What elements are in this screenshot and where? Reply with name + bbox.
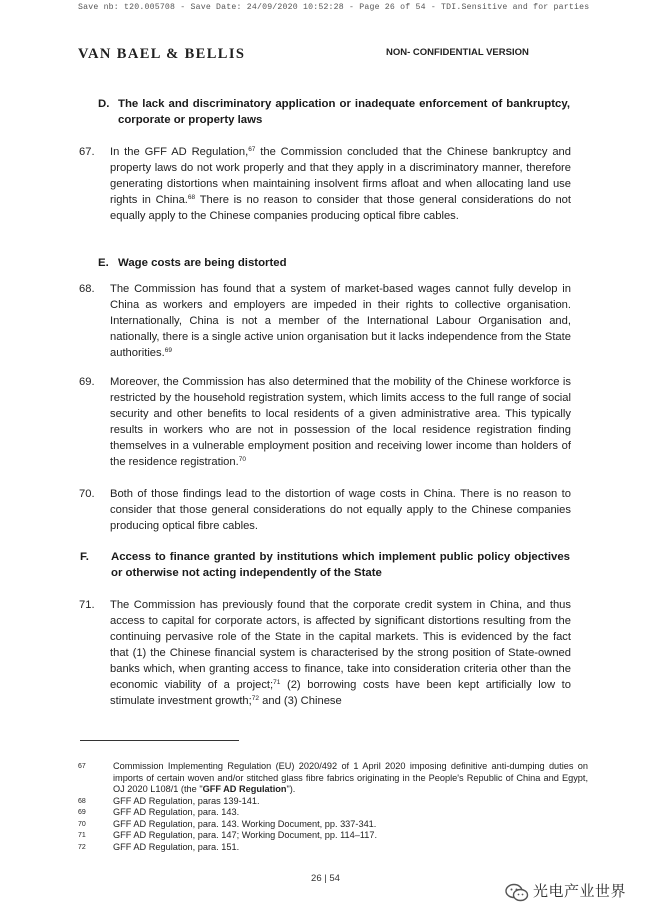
paragraph-number: 67. <box>79 146 95 158</box>
paragraph-text: The Commission has previously found that the corporate credit system in China, and thus access to capital for corporate actors, is affected by significant distortions resulting from the continuing pervasive role of the State in the capital markets. This is evidenced by the fact that (1) the Chinese financial system is characterised by the strong position of State-owned banks which, when granting access to finance, take into consideration criteria other than the economic viability of a project; <box>110 599 571 691</box>
footnote-text: GFF AD Regulation, para. 151. <box>113 841 240 852</box>
footnote <box>78 819 588 831</box>
footnote-ref: 68 <box>187 194 196 201</box>
paragraph-text: the Commission concluded that the Chinese bankruptcy and property laws do not work properly and that they apply in a discriminatory manner, therefore generating distortions when maintaining insolvent firms afloat and when allocating land use rights in China. <box>110 146 571 206</box>
footnote-bold-term: GFF AD Regulation <box>202 784 287 794</box>
footnote-ref: 67 <box>248 146 256 153</box>
footnotes <box>78 761 588 853</box>
footnote-ref: 69 <box>164 347 172 354</box>
paragraph-number: 71. <box>79 599 95 611</box>
footnote-number: 69 <box>78 809 86 816</box>
footnote-text: GFF AD Regulation, para. 143. Working Document, pp. 337-341. <box>113 818 377 829</box>
save-stamp: Save nb: t20.005708 - Save Date: 24/09/2020 10:52:28 - Page 26 of 54 - TDI.Sensitive and for parties <box>78 3 590 12</box>
paragraph-text: There is no reason to consider that those general considerations do not equally apply to the Chinese companies producing optical fibre cables. <box>110 194 571 222</box>
section-e-heading <box>98 255 570 273</box>
paragraph-68 <box>79 281 571 361</box>
section-title: Access to finance granted by institutions which implement public policy objectives or otherwise not acting independently of the State <box>111 551 570 579</box>
paragraph-text: The Commission has found that a system of market-based wages cannot fully develop in China as workers and employers are impeded in their rights to collective organisation. Internationally, China is not a member of the International Labour Organisation and, nationally, there is a single active union organisation but it lacks independence from the State authorities. <box>110 283 571 359</box>
footnote-text: GFF AD Regulation, para. 143. <box>113 807 240 817</box>
section-title: The lack and discriminatory application or inadequate enforcement of bankruptcy, corporate or property laws <box>118 98 570 126</box>
footnote-text: GFF AD Regulation, para. 147; Working Document, pp. 114–117. <box>113 830 378 840</box>
footnote <box>78 830 588 842</box>
paragraph-text: and (3) Chinese <box>259 695 342 707</box>
footnote <box>78 842 588 854</box>
paragraph-text: In the GFF AD Regulation, <box>110 146 249 158</box>
confidentiality-label: NON- CONFIDENTIAL VERSION <box>386 47 529 58</box>
section-letter: E. <box>98 257 109 269</box>
paragraph-number: 69. <box>79 376 95 388</box>
paragraph-number: 70. <box>79 488 95 500</box>
footnote-text: Commission Implementing Regulation (EU) 2020/492 of 1 April 2020 imposing definitive anti-dumping duties on imports of certain woven and/or stitched glass fibre fabrics originating in the People's Republic of China and Egypt, OJ 2020 L108/1 (the " <box>113 761 588 794</box>
paragraph-69 <box>79 374 571 470</box>
footnote-ref: 72 <box>251 695 260 702</box>
section-letter: F. <box>80 551 89 563</box>
footnote-number: 70 <box>78 820 86 828</box>
watermark-text: 光电产业世界 <box>533 883 627 900</box>
paragraph-text: Both of those findings lead to the distortion of wage costs in China. There is no reason to consider that those general considerations do not equally apply to the Chinese companies producing optical fibre cables. <box>110 488 571 532</box>
footnote-text: "). <box>286 784 296 794</box>
footnote <box>78 761 588 796</box>
paragraph-text: (2) borrowing costs have been kept artificially low to stimulate investment growth; <box>110 679 572 707</box>
paragraph-text: Moreover, the Commission has also determined that the mobility of the Chinese workforce is restricted by the household registration system, which limits access to the full range of social security and other benefits to local residents of a given administrative area. This typically results in workers who are not in possession of the local residence registration finding themselves in a vulnerable employment position and receiving lower income than holders of the residence registration. <box>110 376 571 468</box>
footnote-number: 71 <box>78 832 86 839</box>
paragraph-number: 68. <box>79 283 95 295</box>
section-f-heading <box>80 549 570 583</box>
watermark <box>505 880 651 906</box>
firm-logo: VAN BAEL & BELLIS <box>78 46 246 62</box>
footnote <box>78 807 588 819</box>
footnote <box>78 796 588 808</box>
footnote-text: GFF AD Regulation, paras 139-141. <box>113 795 260 806</box>
paragraph-70 <box>79 486 571 534</box>
section-letter: D. <box>98 98 110 110</box>
section-d-heading <box>98 96 570 130</box>
footnote-divider <box>80 740 239 741</box>
footnote-number: 68 <box>78 797 86 805</box>
footnote-number: 72 <box>78 843 86 851</box>
paragraph-71 <box>79 597 572 709</box>
footnote-number: 67 <box>78 763 86 770</box>
page-number: 26 | 54 <box>311 873 340 884</box>
section-title: Wage costs are being distorted <box>118 257 287 269</box>
paragraph-67 <box>79 144 571 224</box>
footnote-ref: 70 <box>238 456 246 463</box>
footnote-ref: 71 <box>273 679 281 686</box>
wechat-icon <box>505 883 529 903</box>
